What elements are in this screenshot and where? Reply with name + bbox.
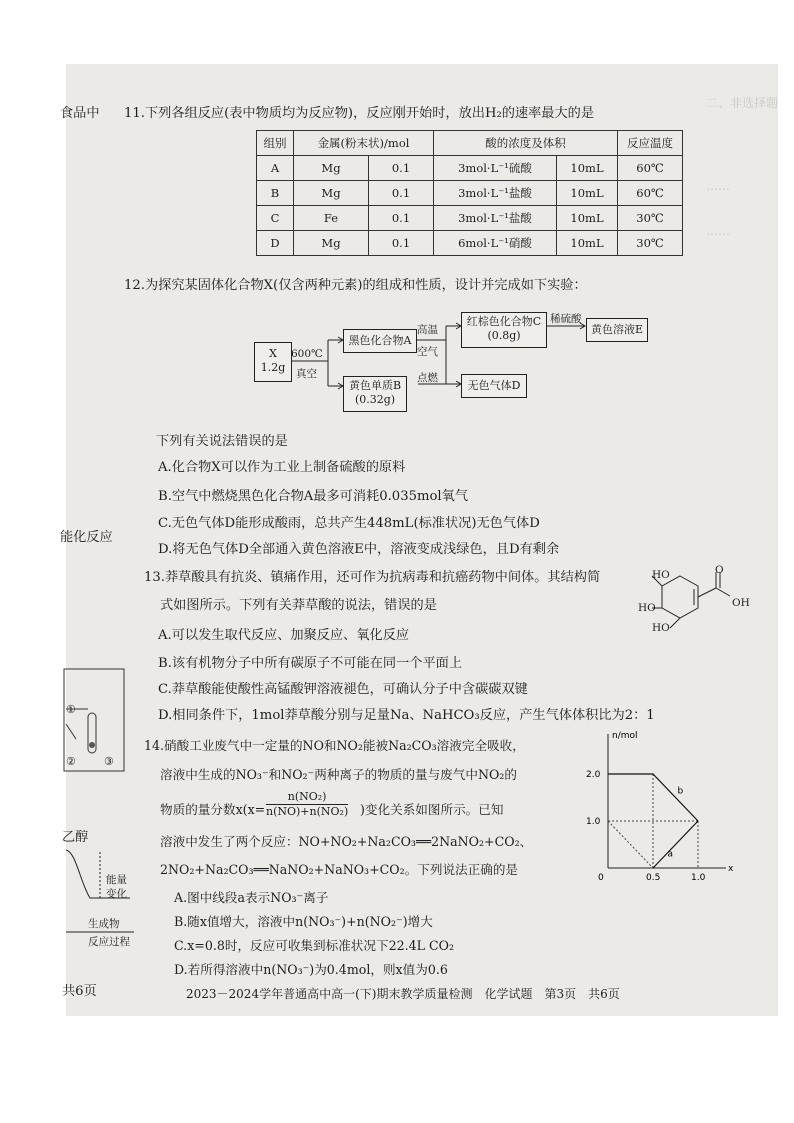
x-tick-label: 0.5 [646, 873, 661, 883]
flow-box-d [461, 374, 527, 398]
table-header: 金属(粉末状)/mol [294, 131, 434, 156]
table-cell: 0.1 [369, 181, 434, 206]
q12-prompt: 下列有关说法错误的是 [156, 434, 288, 449]
q11-stem: 11.下列各组反应(表中物质均为反应物)，反应刚开始时，放出H₂的速率最大的是 [124, 106, 595, 121]
flow-e-label: 黄色溶液E [590, 323, 644, 336]
table-cell: Mg [294, 156, 369, 181]
q14-line-3a: 物质的量分数x(x= [160, 802, 266, 817]
series-label-b: b [677, 786, 684, 797]
table-header-row [257, 131, 683, 156]
series-label-a: a [667, 849, 674, 860]
q14-option-c: C.x=0.8时，反应可收集到标准状况下22.4L CO₂ [174, 938, 455, 953]
table-cell: 3mol·L⁻¹盐酸 [434, 206, 557, 231]
q14-option-b: B.随x值增大，溶液中n(NO₃⁻)+n(NO₂⁻)增大 [174, 914, 433, 929]
flow-cond-vacuum: 真空 [296, 368, 317, 380]
table-cell: 3mol·L⁻¹盐酸 [434, 181, 557, 206]
q12-option-a: A.化合物X可以作为工业上制备硫酸的原料 [158, 460, 406, 475]
side-fragment: 乙醇 [62, 830, 89, 845]
y-axis-label: n/mol [612, 731, 638, 741]
table-cell: D [257, 231, 294, 256]
flow-cond-heat: 高温 [417, 324, 438, 336]
flow-box-a [343, 329, 417, 353]
struct-ho-3: HO [652, 622, 670, 634]
table-cell: A [257, 156, 294, 181]
side-fragment: 共6页 [62, 984, 97, 999]
table-cell: 0.1 [369, 156, 434, 181]
flow-box-x [254, 342, 292, 382]
q14-option-d: D.若所得溶液中n(NO₃⁻)为0.4mol，则x值为0.6 [174, 962, 448, 977]
table-row [257, 206, 683, 231]
q13-option-d: D.相同条件下，1mol莽草酸分别与足量Na、NaHCO₃反应，产生气体体积比为2：1 [158, 708, 655, 723]
q14-chart [578, 726, 748, 886]
energy-label-2: 变化 [106, 888, 127, 900]
table-cell: 60℃ [618, 156, 683, 181]
flow-cond-air: 空气 [417, 346, 438, 358]
q14-line-3b: )变化关系如图所示。已知 [360, 802, 504, 817]
q12-option-b: B.空气中燃烧黑色化合物A最多可消耗0.035mol氧气 [158, 489, 469, 504]
flow-x-label: X [269, 347, 277, 360]
fraction-denominator: n(NO)+n(NO₂) [266, 805, 349, 818]
x-axis-label: x [728, 864, 734, 874]
y-tick-label: 2.0 [586, 770, 601, 780]
table-cell: 10mL [557, 231, 618, 256]
bleed-through: …… [706, 179, 730, 193]
guide-line [608, 821, 653, 868]
page-footer: 2023－2024学年普通高中高一(下)期末教学质量检测 化学试题 第3页 共6页 [186, 987, 620, 1001]
circle-label-3: ③ [104, 755, 114, 768]
table-cell: 10mL [557, 156, 618, 181]
q13-option-b: B.该有机物分子中所有碳原子不可能在同一个平面上 [158, 656, 463, 671]
table-header: 反应温度 [618, 131, 683, 156]
table-header: 组别 [257, 131, 294, 156]
q12-stem: 12.为探究某固体化合物X(仅含两种元素)的组成和性质，设计并完成如下实验： [124, 278, 587, 293]
exam-page [60, 64, 779, 1016]
side-fragment: 能化反应 [60, 530, 113, 545]
table-cell: 0.1 [369, 231, 434, 256]
flow-box-e [586, 318, 648, 342]
q12-option-d: D.将无色气体D全部通入黄色溶液E中，溶液变成浅绿色，且D有剩余 [158, 542, 560, 557]
table-row [257, 231, 683, 256]
q12-option-c: C.无色气体D能形成酸雨，总共产生448mL(标准状况)无色气体D [158, 516, 540, 531]
table-cell: Mg [294, 181, 369, 206]
table-cell: 30℃ [618, 231, 683, 256]
q14-fraction [266, 790, 348, 819]
x-tick-label: 1.0 [691, 873, 706, 883]
table-cell: B [257, 181, 294, 206]
side-fragment: 食品中 [60, 106, 100, 121]
table-cell: C [257, 206, 294, 231]
table-cell: 6mol·L⁻¹硝酸 [434, 231, 557, 256]
table-cell: 10mL [557, 181, 618, 206]
flow-b-mass: (0.32g) [354, 393, 396, 406]
q14-line-5: 2NO₂+Na₂CO₃══NaNO₂+NaNO₃+CO₂。下列说法正确的是 [160, 862, 519, 877]
flow-c-mass: (0.8g) [487, 329, 521, 342]
bleed-through: 二、非选择题 [706, 96, 779, 110]
bleed-through: …… [706, 224, 730, 238]
flow-box-c [461, 312, 547, 348]
flow-cond-ignite: 点燃 [417, 372, 438, 384]
table-cell: 60℃ [618, 181, 683, 206]
series-line-b [608, 774, 698, 821]
flow-x-mass: 1.2g [260, 361, 286, 374]
q13-stem-2: 式如图所示。下列有关莽草酸的说法，错误的是 [160, 598, 437, 613]
table-row [257, 181, 683, 206]
q14-line-4: 溶液中发生了两个反应：NO+NO₂+Na₂CO₃══2NaNO₂+CO₂、 [160, 834, 533, 849]
flow-box-b [343, 376, 407, 412]
y-tick-label: 1.0 [586, 817, 601, 827]
struct-o: O [715, 564, 724, 576]
flow-cond-acid: 稀硫酸 [550, 313, 582, 325]
flow-cond-temp: 600℃ [291, 348, 323, 360]
series-line-a [653, 821, 698, 868]
q14-line-2: 溶液中生成的NO₃⁻和NO₂⁻两种离子的物质的量与废气中NO₂的 [160, 767, 517, 782]
flow-b-label: 黄色单质B [348, 379, 402, 392]
circle-label-2: ② [66, 755, 76, 768]
circle-label-1: ① [66, 703, 76, 716]
q14-line-1: 14.硝酸工业废气中一定量的NO和NO₂能被Na₂CO₃溶液完全吸收， [144, 738, 525, 753]
table-header: 酸的浓度及体积 [434, 131, 618, 156]
energy-label-1: 能量 [106, 874, 127, 886]
q13-stem-1: 13.莽草酸具有抗炎、镇痛作用，还可作为抗病毒和抗癌药物中间体。其结构简 [144, 570, 601, 585]
flow-d-label: 无色气体D [467, 379, 521, 392]
struct-ho-1: HO [652, 569, 670, 581]
struct-ho-2: HO [638, 602, 656, 614]
fraction-numerator: n(NO₂) [266, 790, 348, 805]
flow-a-label: 黑色化合物A [348, 334, 412, 347]
q14-option-a: A.图中线段a表示NO₃⁻离子 [174, 890, 329, 905]
table-cell: 0.1 [369, 206, 434, 231]
table-cell: 3mol·L⁻¹硫酸 [434, 156, 557, 181]
table-cell: 30℃ [618, 206, 683, 231]
process-label: 反应过程 [88, 936, 130, 948]
x-tick-label: 0 [598, 873, 604, 883]
flow-c-label: 红棕色化合物C [466, 315, 542, 328]
struct-oh: OH [732, 597, 750, 609]
table-cell: 10mL [557, 206, 618, 231]
q13-option-c: C.莽草酸能使酸性高锰酸钾溶液褪色，可确认分子中含碳碳双键 [158, 682, 528, 697]
table-row [257, 156, 683, 181]
product-label: 生成物 [88, 918, 120, 930]
q11-table [256, 130, 683, 256]
q13-option-a: A.可以发生取代反应、加聚反应、氧化反应 [158, 628, 410, 643]
table-cell: Mg [294, 231, 369, 256]
table-cell: Fe [294, 206, 369, 231]
